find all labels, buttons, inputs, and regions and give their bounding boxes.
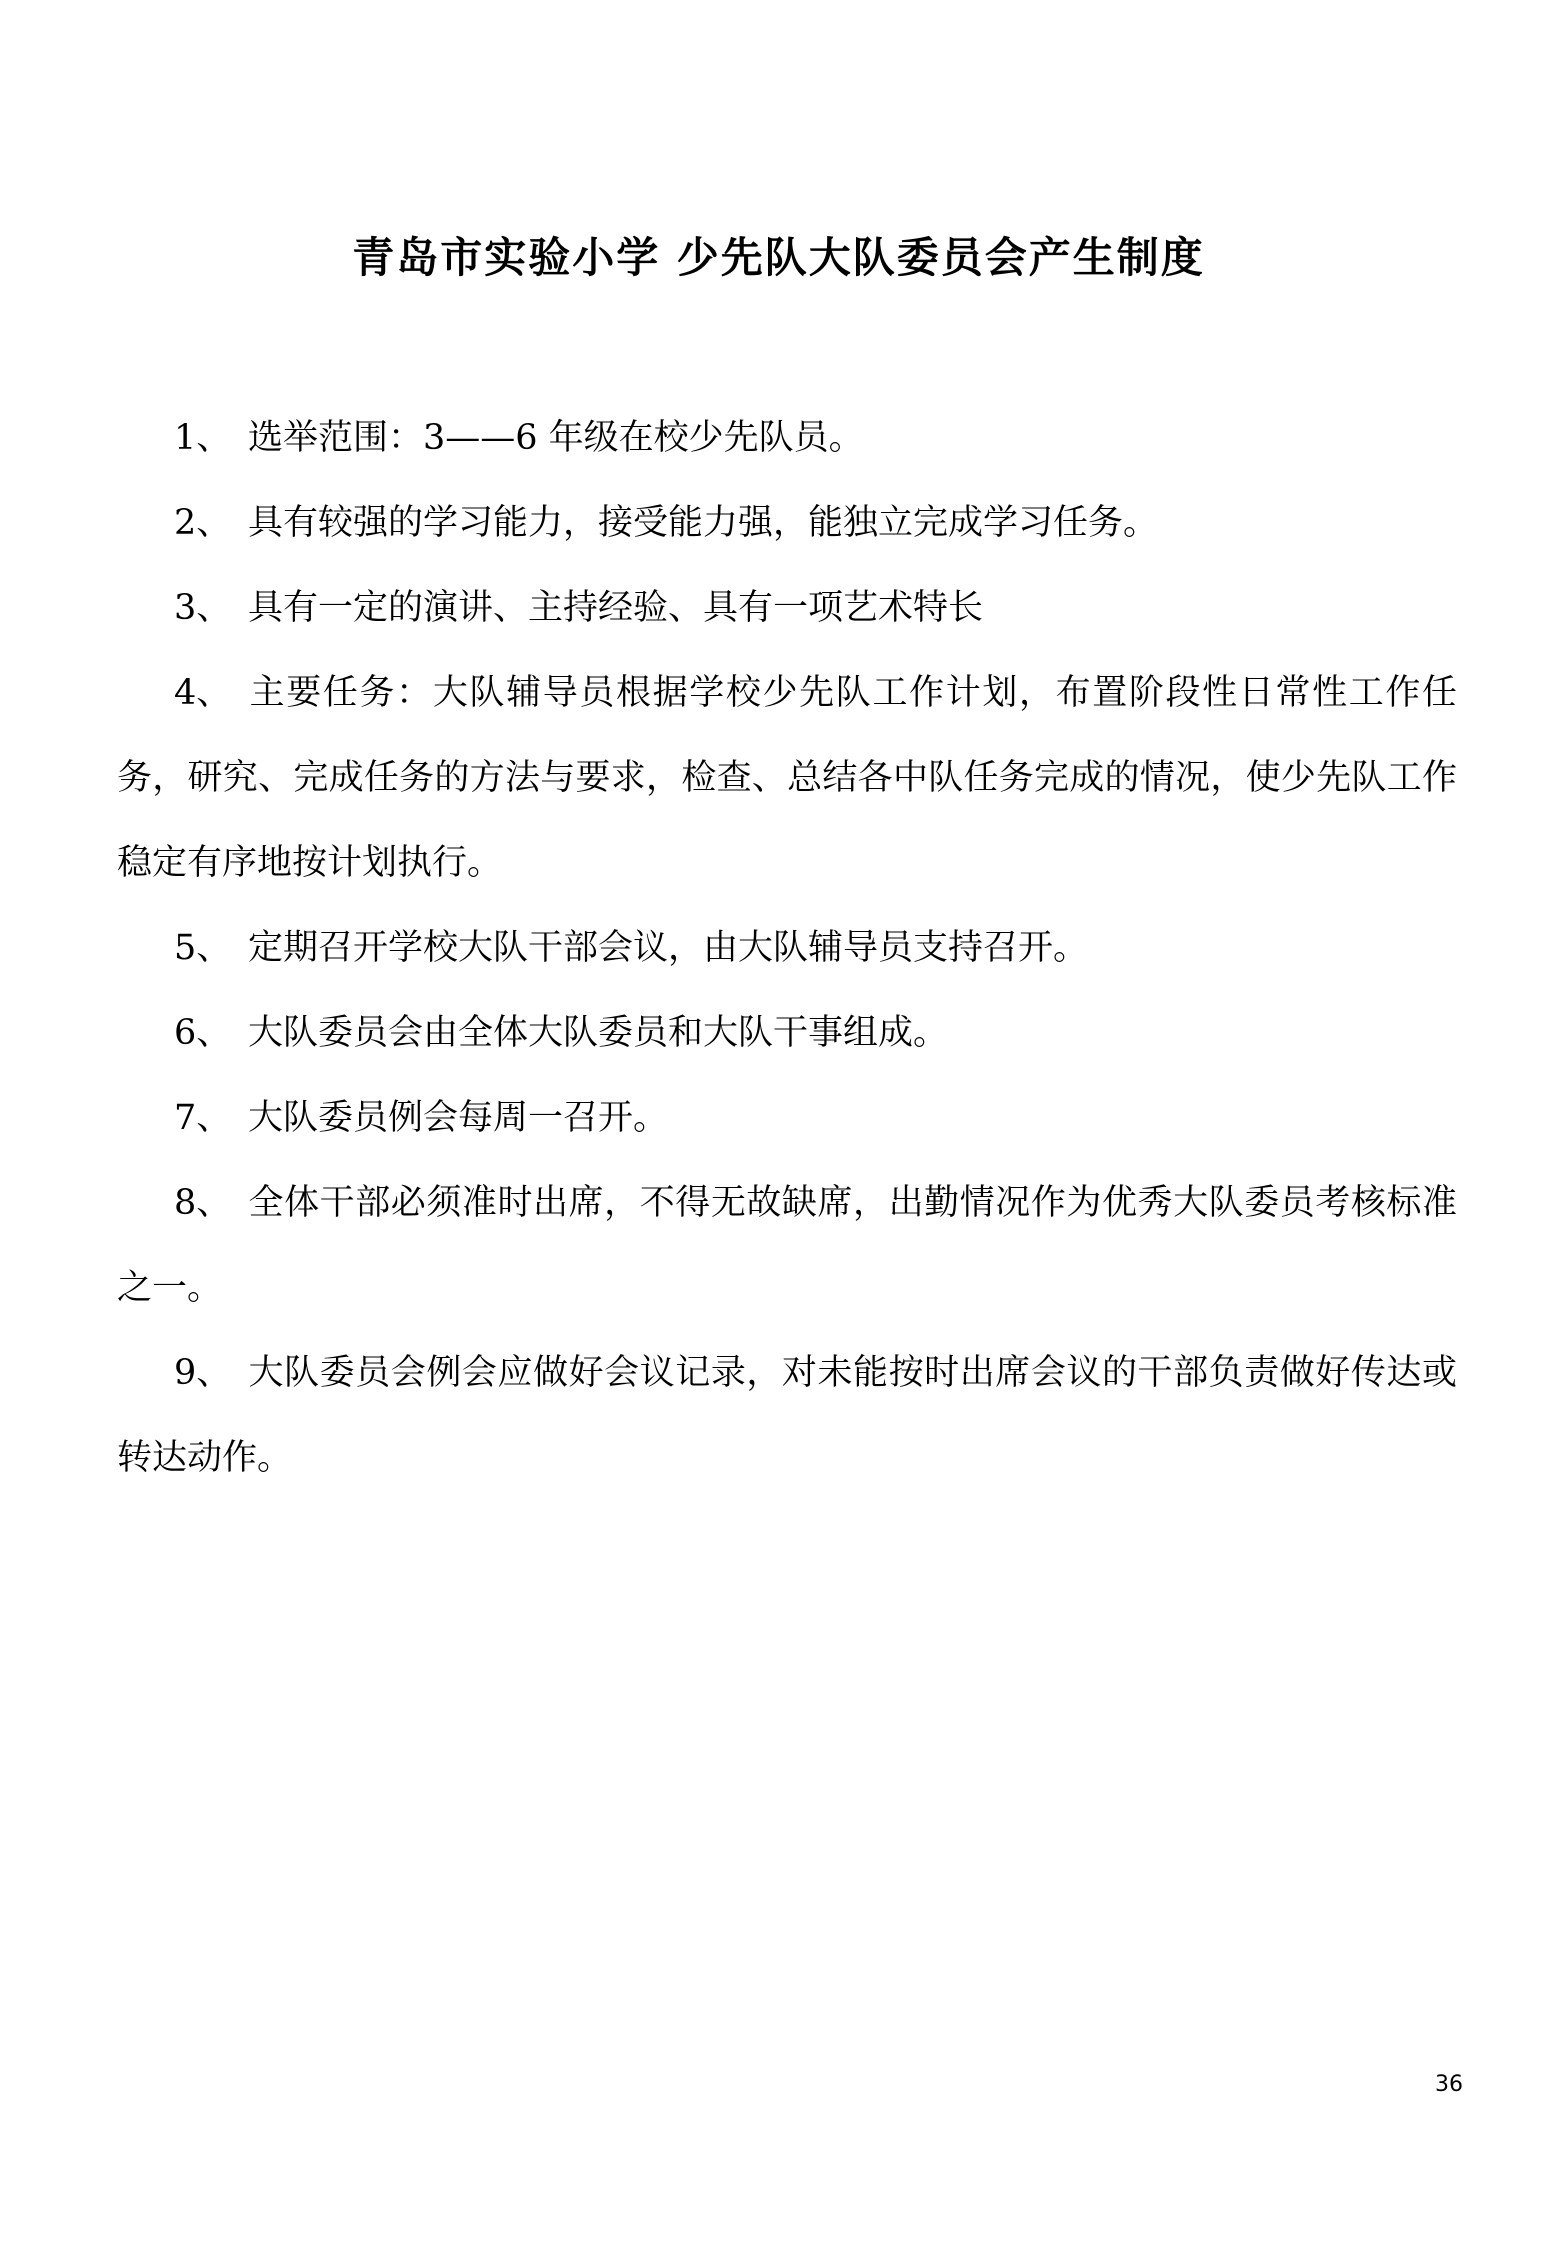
item-number: 4、	[174, 673, 232, 713]
item-number: 1、	[174, 418, 232, 458]
item-number: 7、	[174, 1098, 232, 1138]
item-text: 具有一定的演讲、主持经验、具有一项艺术特长	[248, 588, 984, 628]
item-text: 选举范围：3——6 年级在校少先队员。	[248, 418, 864, 458]
item-text: 大队委员会由全体大队委员和大队干事组成。	[248, 1013, 949, 1053]
list-item	[117, 1161, 1457, 1331]
item-text: 大队委员会例会应做好会议记录，对未能按时出席会议的干部负责做好传达或转达动作。	[117, 1353, 1457, 1478]
item-number: 8、	[174, 1183, 232, 1223]
list-item	[117, 1076, 1457, 1161]
page-number: 36	[1435, 2072, 1463, 2097]
list-item	[117, 651, 1457, 906]
list-item	[117, 566, 1457, 651]
item-text: 大队委员例会每周一召开。	[248, 1098, 669, 1138]
list-item	[117, 481, 1457, 566]
list-item	[117, 991, 1457, 1076]
item-text: 定期召开学校大队干部会议，由大队辅导员支持召开。	[248, 928, 1089, 968]
item-number: 2、	[174, 503, 232, 543]
list-item	[117, 396, 1457, 481]
item-number: 6、	[174, 1013, 232, 1053]
item-text: 全体干部必须准时出席，不得无故缺席，出勤情况作为优秀大队委员考核标准之一。	[117, 1183, 1457, 1308]
item-text: 主要任务：大队辅导员根据学校少先队工作计划，布置阶段性日常性工作任务，研究、完成任务的方法与要求，检查、总结各中队任务完成的情况，使少先队工作稳定有序地按计划执行。	[117, 673, 1457, 883]
list-item	[117, 906, 1457, 991]
item-number: 9、	[174, 1353, 232, 1393]
item-number: 3、	[174, 588, 232, 628]
item-text: 具有较强的学习能力，接受能力强，能独立完成学习任务。	[248, 503, 1159, 543]
list-item	[117, 1331, 1457, 1501]
rules-list	[117, 396, 1457, 1501]
page-title: 青岛市实验小学 少先队大队委员会产生制度	[352, 233, 1205, 282]
item-number: 5、	[174, 928, 232, 968]
